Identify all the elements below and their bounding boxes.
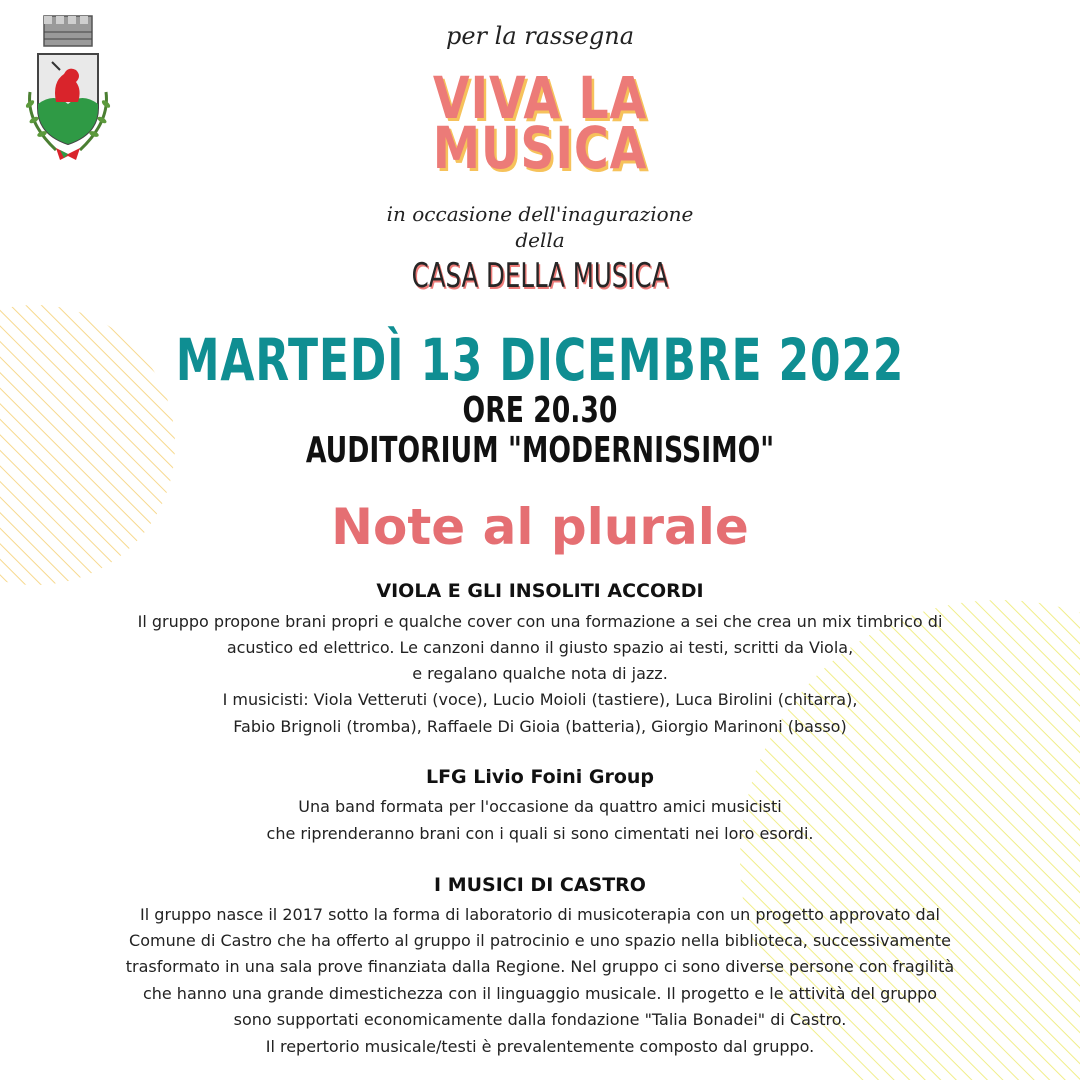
occasion-script-line2: della [515,228,565,252]
section-viola-line: e regalano qualche nota di jazz. [412,664,668,683]
event-location: AUDITORIUM "MODERNISSIMO" [305,430,775,471]
section-viola-line: Il gruppo propone brani propri e qualche cover con una formazione a sei che crea un mix timbrico di [137,612,943,631]
festival-title-line2: MUSICA [432,114,648,182]
section-castro-line: Comune di Castro che ha offerto al gruppo il patrocinio e uno spazio nella biblioteca, successivamente [129,931,951,950]
section-castro-line: che hanno una grande dimestichezza con il linguaggio musicale. Il progetto e le attività del gruppo [142,984,938,1003]
section-lfg-line: Una band formata per l'occasione da quattro amici musicisti [298,797,782,816]
section-title-lfg: LFG Livio Foini Group [425,766,655,788]
section-viola-line: acustico ed elettrico. Le canzoni danno il giusto spazio ai testi, scritti da Viola, [226,638,854,657]
event-time: ORE 20.30 [462,390,618,431]
section-castro-line: Il gruppo nasce il 2017 sotto la forma di laboratorio di musicoterapia con un progetto approvato dal [140,905,940,924]
occasion-script-line1: in occasione dell'inagurazione [386,202,694,226]
festival-title-line1: VIVA LA [432,64,648,132]
section-castro-line: sono supportati economicamente dalla fondazione "Talia Bonadei" di Castro. [233,1010,847,1029]
section-viola-line: I musicisti: Viola Vetteruti (voce), Lucio Moioli (tastiere), Luca Birolini (chitarra), [222,690,858,709]
section-castro-line: trasformato in una sala prove finanziata dalla Regione. Nel gruppo ci sono diverse persone con fragilità [125,957,955,976]
section-lfg-line: che riprenderanno brani con i quali si sono cimentati nei loro esordi. [266,824,814,843]
section-viola-line: Fabio Brignoli (tromba), Raffaele Di Gioia (batteria), Giorgio Marinoni (basso) [233,717,847,736]
section-title-musici-castro: I MUSICI DI CASTRO [434,874,646,896]
section-title-viola: VIOLA E GLI INSOLITI ACCORDI [376,580,704,602]
program-title: Note al plurale [331,498,749,556]
section-castro-line: Il repertorio musicale/testi è prevalentemente composto dal gruppo. [265,1037,815,1056]
event-date: MARTEDÌ 13 DICEMBRE 2022 [175,326,905,394]
venue-name-heading: CASA DELLA MUSICA [411,256,669,296]
intro-script-text: per la rassegna [445,22,635,50]
